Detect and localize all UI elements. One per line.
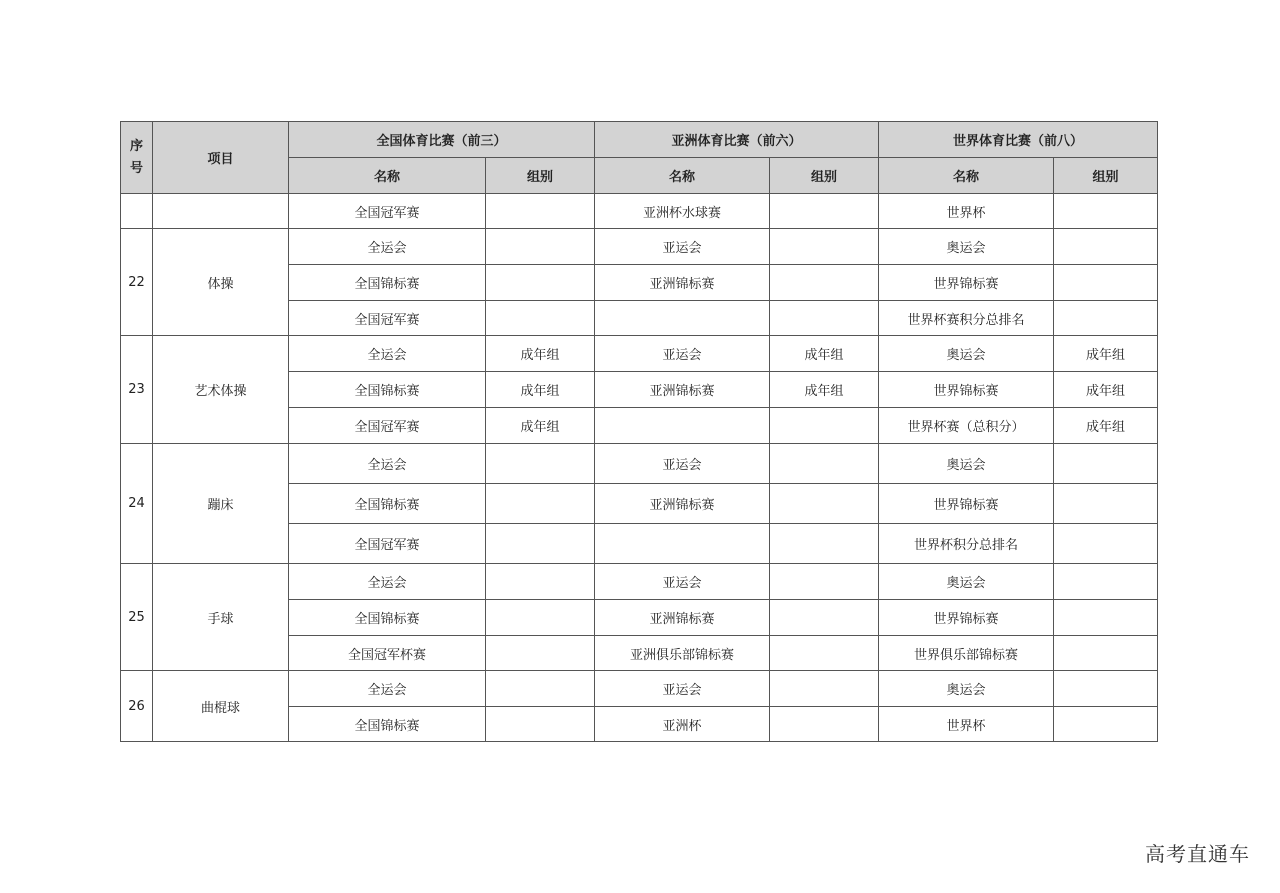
asian-name-cell: 亚运会 xyxy=(595,229,770,265)
national-name-cell: 全运会 xyxy=(289,444,486,484)
table-row xyxy=(121,564,1158,600)
national-group-header: 组别 xyxy=(486,158,595,194)
asian-name-cell xyxy=(595,524,770,564)
national-name-cell: 全运会 xyxy=(289,564,486,600)
asian-name-cell: 亚洲锦标赛 xyxy=(595,265,770,301)
asian-name-header: 名称 xyxy=(595,158,770,194)
national-name-cell: 全国冠军赛 xyxy=(289,524,486,564)
world-name-cell: 奥运会 xyxy=(879,564,1054,600)
world-group-cell xyxy=(1054,484,1158,524)
world-name-cell: 奥运会 xyxy=(879,671,1054,707)
national-group-cell xyxy=(486,194,595,229)
national-group-cell xyxy=(486,564,595,600)
world-name-cell: 世界杯赛积分总排名 xyxy=(879,301,1054,336)
item-cell: 艺术体操 xyxy=(153,336,289,444)
world-group-cell xyxy=(1054,301,1158,336)
asian-group-cell xyxy=(770,444,879,484)
world-name-cell: 世界俱乐部锦标赛 xyxy=(879,636,1054,671)
national-name-cell: 全国锦标赛 xyxy=(289,484,486,524)
world-group-cell xyxy=(1054,707,1158,742)
asian-group-cell xyxy=(770,229,879,265)
world-name-cell: 世界杯赛（总积分） xyxy=(879,408,1054,444)
national-group-cell xyxy=(486,524,595,564)
seq-cell: 22 xyxy=(121,229,153,336)
national-name-cell: 全国锦标赛 xyxy=(289,707,486,742)
seq-cell: 25 xyxy=(121,564,153,671)
asian-group-cell xyxy=(770,636,879,671)
world-name-cell: 奥运会 xyxy=(879,444,1054,484)
national-name-cell: 全国冠军赛 xyxy=(289,301,486,336)
item-cell: 体操 xyxy=(153,229,289,336)
world-group-cell xyxy=(1054,524,1158,564)
table-row xyxy=(121,229,1158,265)
national-group-cell xyxy=(486,707,595,742)
world-group-cell xyxy=(1054,229,1158,265)
world-group-cell xyxy=(1054,564,1158,600)
table-row xyxy=(121,671,1158,707)
seq-header-line2: 号 xyxy=(129,160,143,176)
asian-group-cell xyxy=(770,301,879,336)
asian-group-cell xyxy=(770,600,879,636)
item-cell: 蹦床 xyxy=(153,444,289,564)
world-group-cell: 成年组 xyxy=(1054,372,1158,408)
national-group-cell xyxy=(486,301,595,336)
competition-table-container xyxy=(120,121,1158,742)
asian-group-cell xyxy=(770,707,879,742)
asian-group-cell: 成年组 xyxy=(770,372,879,408)
asian-group-cell xyxy=(770,194,879,229)
seq-cell xyxy=(121,194,153,229)
world-group-cell xyxy=(1054,194,1158,229)
national-group-cell: 成年组 xyxy=(486,336,595,372)
seq-header xyxy=(121,122,153,194)
seq-cell: 26 xyxy=(121,671,153,742)
world-name-cell: 世界杯积分总排名 xyxy=(879,524,1054,564)
world-name-cell: 世界锦标赛 xyxy=(879,484,1054,524)
national-header: 全国体育比赛（前三） xyxy=(289,122,595,158)
item-cell: 曲棍球 xyxy=(153,671,289,742)
asian-name-cell: 亚洲锦标赛 xyxy=(595,372,770,408)
watermark-text: 高考直通车 xyxy=(1145,842,1250,866)
national-group-cell xyxy=(486,229,595,265)
seq-cell: 24 xyxy=(121,444,153,564)
world-group-cell xyxy=(1054,444,1158,484)
seq-header-line1: 序 xyxy=(129,138,143,154)
asian-group-cell xyxy=(770,265,879,301)
asian-name-cell: 亚洲锦标赛 xyxy=(595,484,770,524)
asian-group-cell xyxy=(770,484,879,524)
asian-group-header: 组别 xyxy=(770,158,879,194)
asian-name-cell: 亚运会 xyxy=(595,444,770,484)
asian-name-cell: 亚运会 xyxy=(595,671,770,707)
world-group-header: 组别 xyxy=(1054,158,1158,194)
asian-name-cell: 亚洲俱乐部锦标赛 xyxy=(595,636,770,671)
world-name-cell: 奥运会 xyxy=(879,336,1054,372)
national-name-cell: 全运会 xyxy=(289,336,486,372)
world-group-cell xyxy=(1054,671,1158,707)
table-row xyxy=(121,336,1158,372)
asian-group-cell: 成年组 xyxy=(770,336,879,372)
asian-name-cell: 亚运会 xyxy=(595,336,770,372)
world-name-header: 名称 xyxy=(879,158,1054,194)
national-name-header: 名称 xyxy=(289,158,486,194)
asian-name-cell: 亚洲杯水球赛 xyxy=(595,194,770,229)
table-row xyxy=(121,194,1158,229)
seq-cell: 23 xyxy=(121,336,153,444)
asian-name-cell: 亚洲杯 xyxy=(595,707,770,742)
asian-name-cell xyxy=(595,408,770,444)
national-group-cell xyxy=(486,636,595,671)
national-group-cell: 成年组 xyxy=(486,408,595,444)
asian-group-cell xyxy=(770,408,879,444)
national-name-cell: 全国锦标赛 xyxy=(289,372,486,408)
asian-name-cell: 亚洲锦标赛 xyxy=(595,600,770,636)
world-group-cell: 成年组 xyxy=(1054,408,1158,444)
world-name-cell: 世界锦标赛 xyxy=(879,372,1054,408)
national-name-cell: 全国锦标赛 xyxy=(289,265,486,301)
national-name-cell: 全运会 xyxy=(289,229,486,265)
national-name-cell: 全国冠军赛 xyxy=(289,408,486,444)
national-name-cell: 全国冠军赛 xyxy=(289,194,486,229)
world-name-cell: 世界锦标赛 xyxy=(879,265,1054,301)
asian-group-cell xyxy=(770,564,879,600)
asian-name-cell xyxy=(595,301,770,336)
national-group-cell xyxy=(486,265,595,301)
national-name-cell: 全国冠军杯赛 xyxy=(289,636,486,671)
asian-group-cell xyxy=(770,671,879,707)
item-cell: 手球 xyxy=(153,564,289,671)
world-group-cell xyxy=(1054,600,1158,636)
world-name-cell: 世界杯 xyxy=(879,194,1054,229)
world-name-cell: 世界锦标赛 xyxy=(879,600,1054,636)
world-name-cell: 奥运会 xyxy=(879,229,1054,265)
item-header: 项目 xyxy=(153,122,289,194)
world-group-cell xyxy=(1054,265,1158,301)
asian-header: 亚洲体育比赛（前六） xyxy=(595,122,879,158)
national-group-cell xyxy=(486,671,595,707)
national-name-cell: 全国锦标赛 xyxy=(289,600,486,636)
table-row xyxy=(121,444,1158,484)
national-name-cell: 全运会 xyxy=(289,671,486,707)
asian-name-cell: 亚运会 xyxy=(595,564,770,600)
competition-table xyxy=(120,121,1158,742)
world-name-cell: 世界杯 xyxy=(879,707,1054,742)
item-cell xyxy=(153,194,289,229)
world-group-cell xyxy=(1054,636,1158,671)
asian-group-cell xyxy=(770,524,879,564)
national-group-cell xyxy=(486,600,595,636)
world-header: 世界体育比赛（前八） xyxy=(879,122,1158,158)
world-group-cell: 成年组 xyxy=(1054,336,1158,372)
national-group-cell xyxy=(486,484,595,524)
national-group-cell xyxy=(486,444,595,484)
national-group-cell: 成年组 xyxy=(486,372,595,408)
